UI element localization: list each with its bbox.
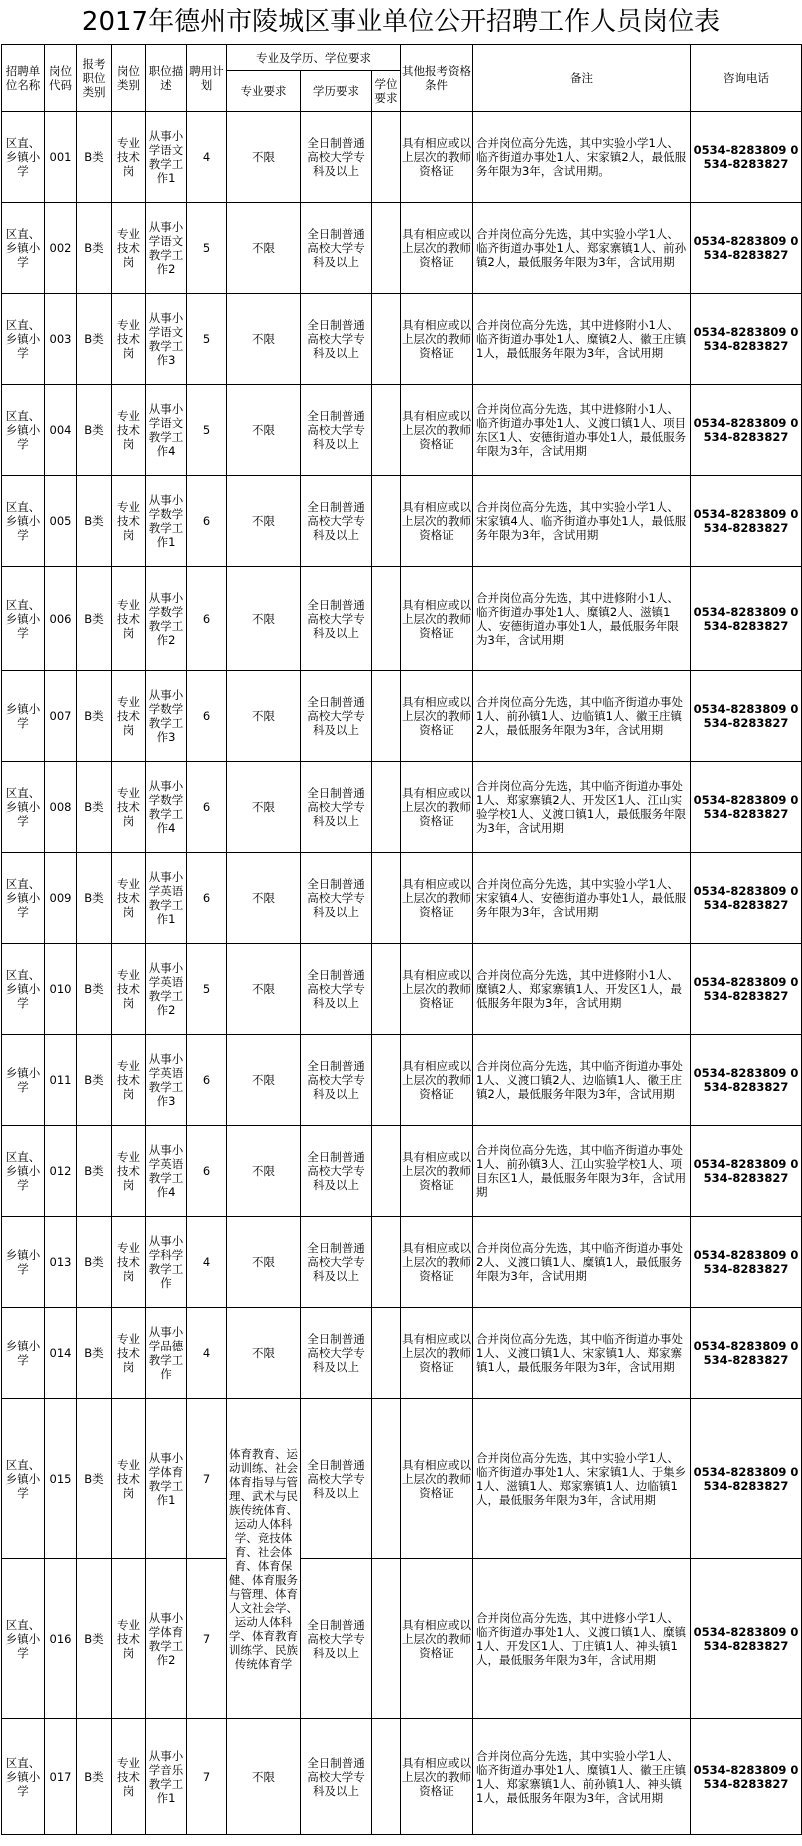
desc-cell: 从事小学数学教学工作3 bbox=[146, 671, 187, 762]
edu-cell: 全日制普通高校大学专科及以上 bbox=[301, 1719, 372, 1835]
table-row bbox=[2, 385, 802, 476]
major-cell: 不限 bbox=[227, 1126, 301, 1217]
unit-cell: 区直、乡镇小学 bbox=[2, 853, 45, 944]
major-cell: 不限 bbox=[227, 567, 301, 671]
note-cell: 合并岗位高分先选，其中进修附小1人、临齐街道办事处1人、义渡口镇1人、项目东区1人、安德街道办事处1人，最低服务年限为3年，含试用期 bbox=[473, 385, 691, 476]
type-cell: 专业技术岗 bbox=[112, 944, 146, 1035]
header-desc: 职位描述 bbox=[146, 45, 187, 112]
major-cell: 不限 bbox=[227, 1217, 301, 1308]
unit-cell: 乡镇小学 bbox=[2, 671, 45, 762]
plan-cell: 6 bbox=[187, 853, 227, 944]
degree-cell bbox=[372, 944, 401, 1035]
desc-cell: 从事小学语文教学工作1 bbox=[146, 112, 187, 203]
plan-cell: 6 bbox=[187, 476, 227, 567]
other-cell: 具有相应或以上层次的教师资格证 bbox=[401, 1126, 473, 1217]
desc-cell: 从事小学体育教学工作2 bbox=[146, 1559, 187, 1719]
tel-cell: 0534-8283809 0534-8283827 bbox=[691, 944, 802, 1035]
code-cell: 002 bbox=[45, 203, 77, 294]
edu-cell: 全日制普通高校大学专科及以上 bbox=[301, 203, 372, 294]
type-cell: 专业技术岗 bbox=[112, 1217, 146, 1308]
desc-cell: 从事小学数学教学工作1 bbox=[146, 476, 187, 567]
edu-cell: 全日制普通高校大学专科及以上 bbox=[301, 1217, 372, 1308]
major-cell: 不限 bbox=[227, 944, 301, 1035]
other-cell: 具有相应或以上层次的教师资格证 bbox=[401, 203, 473, 294]
code-cell: 017 bbox=[45, 1719, 77, 1835]
degree-cell bbox=[372, 1559, 401, 1719]
plan-cell: 7 bbox=[187, 1719, 227, 1835]
tel-cell: 0534-8283809 0534-8283827 bbox=[691, 1126, 802, 1217]
table-row bbox=[2, 1559, 802, 1719]
plan-cell: 5 bbox=[187, 203, 227, 294]
code-cell: 004 bbox=[45, 385, 77, 476]
table-row bbox=[2, 1399, 802, 1559]
type-cell: 专业技术岗 bbox=[112, 112, 146, 203]
unit-cell: 乡镇小学 bbox=[2, 1035, 45, 1126]
unit-cell: 区直、乡镇小学 bbox=[2, 1559, 45, 1719]
unit-cell: 区直、乡镇小学 bbox=[2, 112, 45, 203]
category-cell: B类 bbox=[77, 294, 112, 385]
desc-cell: 从事小学体育教学工作1 bbox=[146, 1399, 187, 1559]
category-cell: B类 bbox=[77, 203, 112, 294]
note-cell: 合并岗位高分先选，其中临齐街道办事处1人、前孙镇3人、江山实验学校1人、项目东区1人，最低服务年限为3年，含试用期 bbox=[473, 1126, 691, 1217]
unit-cell: 区直、乡镇小学 bbox=[2, 1399, 45, 1559]
tel-cell: 0534-8283809 0534-8283827 bbox=[691, 671, 802, 762]
table-row bbox=[2, 671, 802, 762]
table-row bbox=[2, 1719, 802, 1835]
edu-cell: 全日制普通高校大学专科及以上 bbox=[301, 853, 372, 944]
code-cell: 006 bbox=[45, 567, 77, 671]
degree-cell bbox=[372, 1399, 401, 1559]
desc-cell: 从事小学英语教学工作2 bbox=[146, 944, 187, 1035]
other-cell: 具有相应或以上层次的教师资格证 bbox=[401, 1308, 473, 1399]
table-row bbox=[2, 1035, 802, 1126]
edu-cell: 全日制普通高校大学专科及以上 bbox=[301, 1308, 372, 1399]
header-degree: 学位要求 bbox=[372, 71, 401, 112]
major-cell: 不限 bbox=[227, 1719, 301, 1835]
job-table bbox=[1, 44, 802, 1835]
table-row bbox=[2, 567, 802, 671]
unit-cell: 区直、乡镇小学 bbox=[2, 476, 45, 567]
plan-cell: 6 bbox=[187, 762, 227, 853]
edu-cell: 全日制普通高校大学专科及以上 bbox=[301, 671, 372, 762]
major-cell: 体育教育、运动训练、社会体育指导与管理、武术与民族传统体育、运动人体科学、竞技体育、社会体育、体育保健、体育服务与管理、体育人文社会学、运动人体科学、体育教育训练学、民族传统体育学 bbox=[227, 1399, 301, 1719]
unit-cell: 区直、乡镇小学 bbox=[2, 203, 45, 294]
other-cell: 具有相应或以上层次的教师资格证 bbox=[401, 1217, 473, 1308]
degree-cell bbox=[372, 1719, 401, 1835]
major-cell: 不限 bbox=[227, 476, 301, 567]
degree-cell bbox=[372, 1035, 401, 1126]
other-cell: 具有相应或以上层次的教师资格证 bbox=[401, 476, 473, 567]
unit-cell: 区直、乡镇小学 bbox=[2, 1126, 45, 1217]
edu-cell: 全日制普通高校大学专科及以上 bbox=[301, 944, 372, 1035]
unit-cell: 乡镇小学 bbox=[2, 1217, 45, 1308]
table-row bbox=[2, 294, 802, 385]
tel-cell: 0534-8283809 0534-8283827 bbox=[691, 762, 802, 853]
job-table-body bbox=[2, 112, 802, 1835]
edu-cell: 全日制普通高校大学专科及以上 bbox=[301, 112, 372, 203]
category-cell: B类 bbox=[77, 1559, 112, 1719]
type-cell: 专业技术岗 bbox=[112, 853, 146, 944]
degree-cell bbox=[372, 671, 401, 762]
other-cell: 具有相应或以上层次的教师资格证 bbox=[401, 1399, 473, 1559]
note-cell: 合并岗位高分先选，其中进修附小1人、临齐街道办事处1人、糜镇2人、徽王庄镇1人，最低服务年限为3年，含试用期 bbox=[473, 294, 691, 385]
type-cell: 专业技术岗 bbox=[112, 1035, 146, 1126]
note-cell: 合并岗位高分先选，其中临齐街道办事处1人、义渡口镇1人、宋家镇1人、郑家寨镇1人，最低服务年限为3年，含试用期 bbox=[473, 1308, 691, 1399]
major-cell: 不限 bbox=[227, 294, 301, 385]
header-major: 专业要求 bbox=[227, 71, 301, 112]
code-cell: 003 bbox=[45, 294, 77, 385]
plan-cell: 6 bbox=[187, 567, 227, 671]
tel-cell: 0534-8283809 0534-8283827 bbox=[691, 567, 802, 671]
type-cell: 专业技术岗 bbox=[112, 1126, 146, 1217]
tel-cell: 0534-8283809 0534-8283827 bbox=[691, 1559, 802, 1719]
note-cell: 合并岗位高分先选，其中实验小学1人、宋家镇4人、临齐街道办事处1人，最低服务年限为3年，含试用期 bbox=[473, 476, 691, 567]
category-cell: B类 bbox=[77, 1719, 112, 1835]
category-cell: B类 bbox=[77, 1126, 112, 1217]
plan-cell: 5 bbox=[187, 385, 227, 476]
code-cell: 011 bbox=[45, 1035, 77, 1126]
plan-cell: 4 bbox=[187, 112, 227, 203]
degree-cell bbox=[372, 476, 401, 567]
other-cell: 具有相应或以上层次的教师资格证 bbox=[401, 762, 473, 853]
code-cell: 009 bbox=[45, 853, 77, 944]
category-cell: B类 bbox=[77, 1308, 112, 1399]
note-cell: 合并岗位高分先选，其中实验小学1人、临齐街道办事处1人、宋家镇2人，最低服务年限为3年，含试用期。 bbox=[473, 112, 691, 203]
other-cell: 具有相应或以上层次的教师资格证 bbox=[401, 385, 473, 476]
desc-cell: 从事小学数学教学工作4 bbox=[146, 762, 187, 853]
page-title: 2017年德州市陵城区事业单位公开招聘工作人员岗位表 bbox=[81, 7, 721, 37]
code-cell: 014 bbox=[45, 1308, 77, 1399]
tel-cell: 0534-8283809 0534-8283827 bbox=[691, 1217, 802, 1308]
degree-cell bbox=[372, 853, 401, 944]
edu-cell: 全日制普通高校大学专科及以上 bbox=[301, 762, 372, 853]
header-tel: 咨询电话 bbox=[691, 45, 802, 112]
table-row bbox=[2, 1217, 802, 1308]
tel-cell: 0534-8283809 0534-8283827 bbox=[691, 385, 802, 476]
category-cell: B类 bbox=[77, 1217, 112, 1308]
tel-cell: 0534-8283809 0534-8283827 bbox=[691, 853, 802, 944]
edu-cell: 全日制普通高校大学专科及以上 bbox=[301, 1559, 372, 1719]
code-cell: 001 bbox=[45, 112, 77, 203]
desc-cell: 从事小学英语教学工作3 bbox=[146, 1035, 187, 1126]
table-row bbox=[2, 944, 802, 1035]
header-edu: 学历要求 bbox=[301, 71, 372, 112]
desc-cell: 从事小学语文教学工作3 bbox=[146, 294, 187, 385]
degree-cell bbox=[372, 567, 401, 671]
tel-cell: 0534-8283809 0534-8283827 bbox=[691, 294, 802, 385]
major-cell: 不限 bbox=[227, 1308, 301, 1399]
header-category: 报考职位类别 bbox=[77, 45, 112, 112]
code-cell: 007 bbox=[45, 671, 77, 762]
other-cell: 具有相应或以上层次的教师资格证 bbox=[401, 944, 473, 1035]
desc-cell: 从事小学数学教学工作2 bbox=[146, 567, 187, 671]
tel-cell: 0534-8283809 0534-8283827 bbox=[691, 112, 802, 203]
note-cell: 合并岗位高分先选，其中进修小学1人、临齐街道办事处1人、义渡口镇1人、糜镇1人、开发区1人、丁庄镇1人、神头镇1人，最低服务年限为3年，含试用期 bbox=[473, 1559, 691, 1719]
degree-cell bbox=[372, 1126, 401, 1217]
category-cell: B类 bbox=[77, 762, 112, 853]
table-row bbox=[2, 1308, 802, 1399]
edu-cell: 全日制普通高校大学专科及以上 bbox=[301, 1126, 372, 1217]
type-cell: 专业技术岗 bbox=[112, 1308, 146, 1399]
plan-cell: 7 bbox=[187, 1559, 227, 1719]
plan-cell: 6 bbox=[187, 1126, 227, 1217]
type-cell: 专业技术岗 bbox=[112, 671, 146, 762]
unit-cell: 区直、乡镇小学 bbox=[2, 294, 45, 385]
degree-cell bbox=[372, 294, 401, 385]
desc-cell: 从事小学科学教学工作 bbox=[146, 1217, 187, 1308]
major-cell: 不限 bbox=[227, 112, 301, 203]
tel-cell: 0534-8283809 0534-8283827 bbox=[691, 1308, 802, 1399]
type-cell: 专业技术岗 bbox=[112, 203, 146, 294]
tel-cell: 0534-8283809 0534-8283827 bbox=[691, 1035, 802, 1126]
tel-cell: 0534-8283809 0534-8283827 bbox=[691, 1399, 802, 1559]
header-other: 其他报考资格条件 bbox=[401, 45, 473, 112]
other-cell: 具有相应或以上层次的教师资格证 bbox=[401, 294, 473, 385]
header-requirements-group: 专业及学历、学位要求 bbox=[227, 45, 401, 71]
category-cell: B类 bbox=[77, 1399, 112, 1559]
degree-cell bbox=[372, 112, 401, 203]
type-cell: 专业技术岗 bbox=[112, 476, 146, 567]
degree-cell bbox=[372, 1308, 401, 1399]
note-cell: 合并岗位高分先选，其中实验小学1人、临齐街道办事处1人、糜镇1人、徽王庄镇1人、郑家寨镇1人、前孙镇1人、神头镇1人，最低服务年限为3年，含试用期 bbox=[473, 1719, 691, 1835]
major-cell: 不限 bbox=[227, 385, 301, 476]
category-cell: B类 bbox=[77, 112, 112, 203]
unit-cell: 区直、乡镇小学 bbox=[2, 1719, 45, 1835]
desc-cell: 从事小学品德教学工作 bbox=[146, 1308, 187, 1399]
table-row bbox=[2, 203, 802, 294]
unit-cell: 区直、乡镇小学 bbox=[2, 762, 45, 853]
plan-cell: 5 bbox=[187, 294, 227, 385]
type-cell: 专业技术岗 bbox=[112, 567, 146, 671]
type-cell: 专业技术岗 bbox=[112, 1559, 146, 1719]
other-cell: 具有相应或以上层次的教师资格证 bbox=[401, 1559, 473, 1719]
edu-cell: 全日制普通高校大学专科及以上 bbox=[301, 294, 372, 385]
note-cell: 合并岗位高分先选，其中进修附小1人、糜镇2人、郑家寨镇1人、开发区1人，最低服务年限为3年，含试用期 bbox=[473, 944, 691, 1035]
major-cell: 不限 bbox=[227, 203, 301, 294]
category-cell: B类 bbox=[77, 1035, 112, 1126]
plan-cell: 4 bbox=[187, 1308, 227, 1399]
type-cell: 专业技术岗 bbox=[112, 1399, 146, 1559]
plan-cell: 4 bbox=[187, 1217, 227, 1308]
unit-cell: 区直、乡镇小学 bbox=[2, 385, 45, 476]
edu-cell: 全日制普通高校大学专科及以上 bbox=[301, 567, 372, 671]
category-cell: B类 bbox=[77, 476, 112, 567]
table-row bbox=[2, 853, 802, 944]
major-cell: 不限 bbox=[227, 853, 301, 944]
tel-cell: 0534-8283809 0534-8283827 bbox=[691, 203, 802, 294]
edu-cell: 全日制普通高校大学专科及以上 bbox=[301, 476, 372, 567]
desc-cell: 从事小学语文教学工作4 bbox=[146, 385, 187, 476]
code-cell: 015 bbox=[45, 1399, 77, 1559]
tel-cell: 0534-8283809 0534-8283827 bbox=[691, 1719, 802, 1835]
type-cell: 专业技术岗 bbox=[112, 294, 146, 385]
unit-cell: 区直、乡镇小学 bbox=[2, 567, 45, 671]
header-code: 岗位代码 bbox=[45, 45, 77, 112]
code-cell: 008 bbox=[45, 762, 77, 853]
degree-cell bbox=[372, 1217, 401, 1308]
type-cell: 专业技术岗 bbox=[112, 762, 146, 853]
unit-cell: 乡镇小学 bbox=[2, 1308, 45, 1399]
other-cell: 具有相应或以上层次的教师资格证 bbox=[401, 112, 473, 203]
degree-cell bbox=[372, 762, 401, 853]
degree-cell bbox=[372, 385, 401, 476]
note-cell: 合并岗位高分先选，其中临齐街道办事处2人、义渡口镇1人、糜镇1人，最低服务年限为3年，含试用期 bbox=[473, 1217, 691, 1308]
other-cell: 具有相应或以上层次的教师资格证 bbox=[401, 1719, 473, 1835]
edu-cell: 全日制普通高校大学专科及以上 bbox=[301, 1399, 372, 1559]
header-plan: 聘用计划 bbox=[187, 45, 227, 112]
note-cell: 合并岗位高分先选，其中临齐街道办事处1人、义渡口镇2人、边临镇1人、徽王庄镇2人，最低服务年限为3年，含试用期 bbox=[473, 1035, 691, 1126]
other-cell: 具有相应或以上层次的教师资格证 bbox=[401, 567, 473, 671]
note-cell: 合并岗位高分先选，其中实验小学1人、临齐街道办事处1人、郑家寨镇1人、前孙镇2人，最低服务年限为3年，含试用期 bbox=[473, 203, 691, 294]
desc-cell: 从事小学音乐教学工作1 bbox=[146, 1719, 187, 1835]
unit-cell: 区直、乡镇小学 bbox=[2, 944, 45, 1035]
desc-cell: 从事小学英语教学工作1 bbox=[146, 853, 187, 944]
code-cell: 010 bbox=[45, 944, 77, 1035]
type-cell: 专业技术岗 bbox=[112, 1719, 146, 1835]
note-cell: 合并岗位高分先选，其中临齐街道办事处1人、前孙镇1人、边临镇1人、徽王庄镇2人，最低服务年限为3年，含试用期 bbox=[473, 671, 691, 762]
plan-cell: 6 bbox=[187, 671, 227, 762]
header-note: 备注 bbox=[473, 45, 691, 112]
major-cell: 不限 bbox=[227, 1035, 301, 1126]
category-cell: B类 bbox=[77, 567, 112, 671]
major-cell: 不限 bbox=[227, 671, 301, 762]
type-cell: 专业技术岗 bbox=[112, 385, 146, 476]
table-row bbox=[2, 762, 802, 853]
category-cell: B类 bbox=[77, 944, 112, 1035]
note-cell: 合并岗位高分先选，其中临齐街道办事处1人、郑家寨镇2人、开发区1人、江山实验学校1人、义渡口镇1人，最低服务年限为3年，含试用期 bbox=[473, 762, 691, 853]
edu-cell: 全日制普通高校大学专科及以上 bbox=[301, 385, 372, 476]
note-cell: 合并岗位高分先选，其中进修附小1人、临齐街道办事处1人、糜镇2人、滋镇1人、安德街道办事处1人，最低服务年限为3年，含试用期 bbox=[473, 567, 691, 671]
header-type: 岗位类别 bbox=[112, 45, 146, 112]
category-cell: B类 bbox=[77, 671, 112, 762]
note-cell: 合并岗位高分先选，其中实验小学1人、宋家镇4人、安德街道办事处1人，最低服务年限为3年，含试用期 bbox=[473, 853, 691, 944]
table-row bbox=[2, 112, 802, 203]
degree-cell bbox=[372, 203, 401, 294]
code-cell: 016 bbox=[45, 1559, 77, 1719]
note-cell: 合并岗位高分先选，其中实验小学1人、临齐街道办事处1人、宋家镇1人、于集乡1人、滋镇1人、郑家寨镇1人、边临镇1人，最低服务年限为3年，含试用期 bbox=[473, 1399, 691, 1559]
plan-cell: 5 bbox=[187, 944, 227, 1035]
category-cell: B类 bbox=[77, 853, 112, 944]
table-row bbox=[2, 476, 802, 567]
code-cell: 013 bbox=[45, 1217, 77, 1308]
edu-cell: 全日制普通高校大学专科及以上 bbox=[301, 1035, 372, 1126]
other-cell: 具有相应或以上层次的教师资格证 bbox=[401, 853, 473, 944]
desc-cell: 从事小学语文教学工作2 bbox=[146, 203, 187, 294]
other-cell: 具有相应或以上层次的教师资格证 bbox=[401, 671, 473, 762]
code-cell: 012 bbox=[45, 1126, 77, 1217]
plan-cell: 6 bbox=[187, 1035, 227, 1126]
plan-cell: 7 bbox=[187, 1399, 227, 1559]
tel-cell: 0534-8283809 0534-8283827 bbox=[691, 476, 802, 567]
other-cell: 具有相应或以上层次的教师资格证 bbox=[401, 1035, 473, 1126]
header-unit: 招聘单位名称 bbox=[2, 45, 45, 112]
code-cell: 005 bbox=[45, 476, 77, 567]
major-cell: 不限 bbox=[227, 762, 301, 853]
category-cell: B类 bbox=[77, 385, 112, 476]
table-row bbox=[2, 1126, 802, 1217]
desc-cell: 从事小学英语教学工作4 bbox=[146, 1126, 187, 1217]
